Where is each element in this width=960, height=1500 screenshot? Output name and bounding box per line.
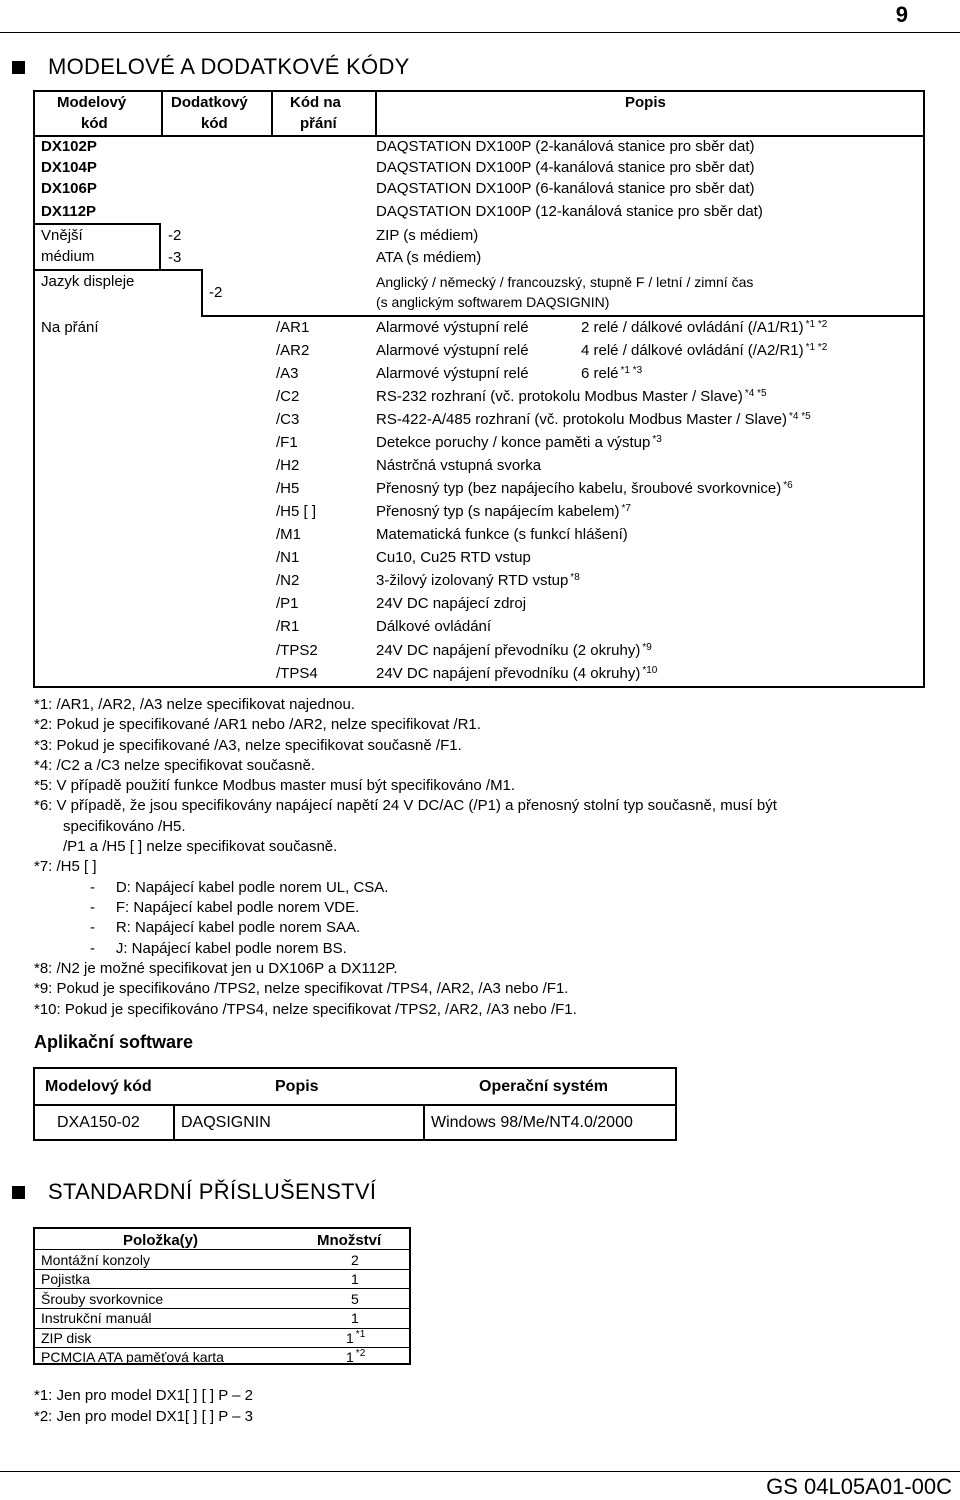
page-number: 9 xyxy=(895,2,908,27)
option-description: RS-232 rozhraní (vč. protokolu Modbus Master / Slave) $^{*4 *5}$ xyxy=(376,388,767,405)
option-code: /C3 xyxy=(276,411,300,428)
software-os: Windows 98/Me/NT4.0/2000 xyxy=(431,1114,633,1131)
header-option-line1: Kód na xyxy=(290,94,341,111)
option-code: /F1 xyxy=(276,434,298,451)
model-code: DX104P xyxy=(41,159,97,176)
accessories-table xyxy=(33,1227,411,1365)
option-code: /N2 xyxy=(276,572,300,589)
footnote-reference: *1 xyxy=(355,1329,366,1340)
suffix-description: ZIP (s médiem) xyxy=(376,227,479,244)
option-code: /TPS4 xyxy=(276,665,318,682)
software-header-os: Operační systém xyxy=(479,1078,608,1095)
option-description: Detekce poruchy / konce paměti a výstup $^{*3}$ xyxy=(376,434,662,451)
step-line xyxy=(35,223,161,225)
table-row-divider xyxy=(35,1249,409,1250)
accessory-item: PCMCIA ATA paměťová karta xyxy=(41,1349,224,1365)
option-description: 24V DC napájení převodníku (4 okruhy) $^{*10}$ xyxy=(376,665,658,682)
option-description-extra: 4 relé / dálkové ovládání (/A2/R1) $^{*1 *2}$ xyxy=(581,342,828,359)
accessory-item: Šrouby svorkovnice xyxy=(41,1291,164,1307)
accessory-footnote: *1: Jen pro model DX1[ ] [ ] P – 2 xyxy=(34,1387,254,1404)
footnote-reference: *6 xyxy=(783,480,793,491)
model-code: DX102P xyxy=(41,138,97,155)
accessory-quantity: 5 xyxy=(351,1291,359,1307)
software-heading: Aplikační software xyxy=(34,1032,194,1052)
option-description: Alarmové výstupní relé xyxy=(376,319,529,336)
display-language-label: Jazyk displeje xyxy=(41,273,135,290)
option-description: Alarmové výstupní relé xyxy=(376,365,529,382)
external-medium-label: Vnější xyxy=(41,227,83,244)
section-title-model-codes: MODELOVÉ A DODATKOVÉ KÓDY xyxy=(48,54,410,79)
option-description: 24V DC napájení převodníku (2 okruhy) $^{*9}$ xyxy=(376,642,652,659)
table-row-divider xyxy=(35,1308,409,1309)
option-code: /C2 xyxy=(276,388,300,405)
model-description: DAQSTATION DX100P (12-kanálová stanice pro sběr dat) xyxy=(376,203,763,220)
option-code: /AR1 xyxy=(276,319,310,336)
model-code: DX106P xyxy=(41,180,97,197)
table-row-divider xyxy=(35,1269,409,1270)
accessory-quantity: 1 $^{*1}$ xyxy=(346,1329,366,1346)
software-header-model: Modelový kód xyxy=(45,1078,152,1095)
bottom-rule xyxy=(0,1471,960,1472)
accessory-item: ZIP disk xyxy=(41,1330,92,1346)
header-suffix-line2: kód xyxy=(201,115,228,132)
footnote: *8: /N2 je možné specifikovat jen u DX106P a DX112P. xyxy=(34,960,398,977)
model-description: DAQSTATION DX100P (6-kanálová stanice pro sběr dat) xyxy=(376,180,755,197)
section-bullet-icon xyxy=(12,1186,25,1199)
header-model-line2: kód xyxy=(81,115,108,132)
option-description: Alarmové výstupní relé xyxy=(376,342,529,359)
accessory-quantity: 2 xyxy=(351,1252,359,1268)
table-header-divider xyxy=(35,135,923,137)
header-model-line1: Modelový xyxy=(57,94,127,111)
footnote: /P1 a /H5 [ ] nelze specifikovat současně. xyxy=(63,838,338,855)
external-medium-label: médium xyxy=(41,248,95,265)
suffix-description: (s anglickým softwarem DAQSIGNIN) xyxy=(376,294,610,310)
footnote: *6: V případě, že jsou specifikovány napájecí napětí 24 V DC/AC (/P1) a přenosný stolní typ současně, musí být xyxy=(34,797,777,814)
footnote: *4: /C2 a /C3 nelze specifikovat současně. xyxy=(34,757,315,774)
accessory-header-item: Položka(y) xyxy=(123,1232,199,1249)
footnote: - R: Napájecí kabel podle norem SAA. xyxy=(90,919,361,936)
option-code: /H2 xyxy=(276,457,300,474)
footnote-reference: *10 xyxy=(642,665,658,676)
suffix-description: ATA (s médiem) xyxy=(376,249,482,266)
accessory-quantity: 1 xyxy=(351,1310,359,1326)
header-divider xyxy=(161,92,163,135)
option-description: Cu10, Cu25 RTD vstup xyxy=(376,549,531,566)
table-header-divider xyxy=(35,1104,675,1106)
option-code: /AR2 xyxy=(276,342,310,359)
table-row-divider xyxy=(35,1328,409,1329)
footnote: specifikováno /H5. xyxy=(63,818,186,835)
footnote: *10: Pokud je specifikováno /TPS4, nelze specifikovat /TPS2, /AR2, /A3 nebo /F1. xyxy=(34,1001,577,1018)
option-description: 3-žilový izolovaný RTD vstup $^{*8}$ xyxy=(376,572,580,589)
model-description: DAQSTATION DX100P (2-kanálová stanice pro sběr dat) xyxy=(376,138,755,155)
section-bullet-icon xyxy=(12,61,25,74)
column-divider xyxy=(423,1104,425,1141)
footnote: *7: /H5 [ ] xyxy=(34,858,97,875)
suffix-code: -3 xyxy=(168,249,182,266)
table-row-divider xyxy=(35,1288,409,1289)
software-model-code: DXA150-02 xyxy=(57,1114,140,1131)
footnote: *3: Pokud je specifikované /A3, nelze specifikovat současně /F1. xyxy=(34,737,462,754)
option-code: /N1 xyxy=(276,549,300,566)
option-description: Dálkové ovládání xyxy=(376,618,492,635)
software-description: DAQSIGNIN xyxy=(181,1114,271,1131)
option-description: RS-422-A/485 rozhraní (vč. protokolu Modbus Master / Slave) $^{*4 *5}$ xyxy=(376,411,811,428)
footnote-reference: *1 *3 xyxy=(620,365,643,376)
suffix-code: -2 xyxy=(168,227,182,244)
model-code-table xyxy=(33,90,925,688)
accessory-header-quantity: Množství xyxy=(317,1232,382,1249)
footnote-reference: *9 xyxy=(642,642,652,653)
document-code: GS 04L05A01-00C xyxy=(766,1474,952,1499)
option-code: /R1 xyxy=(276,618,300,635)
software-header-description: Popis xyxy=(275,1078,319,1095)
step-line xyxy=(35,269,203,271)
model-code: DX112P xyxy=(41,203,97,220)
footnote: - D: Napájecí kabel podle norem UL, CSA. xyxy=(90,879,389,896)
step-line xyxy=(159,223,161,270)
footnote-reference: *8 xyxy=(570,572,580,583)
footnote-reference: *3 xyxy=(652,434,662,445)
accessory-quantity: 1 $^{*2}$ xyxy=(346,1348,366,1365)
header-divider xyxy=(375,92,377,135)
option-code: /H5 xyxy=(276,480,300,497)
footnote-reference: *1 *2 xyxy=(805,319,828,330)
option-description: Přenosný typ (s napájecím kabelem) $^{*7}$ xyxy=(376,503,631,520)
option-description: Matematická funkce (s funkcí hlášení) xyxy=(376,526,628,543)
accessory-footnote: *2: Jen pro model DX1[ ] [ ] P – 3 xyxy=(34,1408,254,1425)
step-line xyxy=(201,269,203,317)
table-row-divider xyxy=(35,1347,409,1348)
software-table xyxy=(33,1067,677,1141)
footnote: *1: /AR1, /AR2, /A3 nelze specifikovat najednou. xyxy=(34,696,356,713)
option-code: /P1 xyxy=(276,595,299,612)
header-suffix-line1: Dodatkový xyxy=(171,94,248,111)
footnote: *2: Pokud je specifikované /AR1 nebo /AR2, nelze specifikovat /R1. xyxy=(34,716,481,733)
accessory-quantity: 1 xyxy=(351,1271,359,1287)
option-code: /M1 xyxy=(276,526,302,543)
footnote: *9: Pokud je specifikováno /TPS2, nelze specifikovat /TPS4, /AR2, /A3 nebo /F1. xyxy=(34,980,569,997)
header-description: Popis xyxy=(625,94,666,111)
suffix-code: -2 xyxy=(209,284,223,301)
footnote-reference: *7 xyxy=(621,503,631,514)
section-title-accessories: STANDARDNÍ PŘÍSLUŠENSTVÍ xyxy=(48,1179,377,1204)
footnote: - F: Napájecí kabel podle norem VDE. xyxy=(90,899,360,916)
top-rule xyxy=(0,32,960,33)
accessory-item: Pojistka xyxy=(41,1271,91,1287)
option-description-extra: 6 relé $^{*1 *3}$ xyxy=(581,365,643,382)
header-divider xyxy=(271,92,273,135)
step-line xyxy=(201,315,923,317)
option-description: Nástrčná vstupná svorka xyxy=(376,457,542,474)
option-code: /H5 [ ] xyxy=(276,503,317,520)
column-divider xyxy=(173,1104,175,1141)
footnote-reference: *4 *5 xyxy=(789,411,811,422)
model-description: DAQSTATION DX100P (4-kanálová stanice pro sběr dat) xyxy=(376,159,755,176)
footnote-reference: *1 *2 xyxy=(805,342,828,353)
option-code: /TPS2 xyxy=(276,642,318,659)
option-description: Přenosný typ (bez napájecího kabelu, šroubové svorkovnice) $^{*6}$ xyxy=(376,480,793,497)
option-code: /A3 xyxy=(276,365,299,382)
suffix-description: Anglický / německý / francouzský, stupně F / letní / zimní čas xyxy=(376,274,754,290)
footnote: *5: V případě použití funkce Modbus master musí být specifikováno /M1. xyxy=(34,777,516,794)
option-description-extra: 2 relé / dálkové ovládání (/A1/R1) $^{*1 *2}$ xyxy=(581,319,828,336)
footnote-reference: *4 *5 xyxy=(744,388,767,399)
option-description: 24V DC napájecí zdroj xyxy=(376,595,527,612)
options-label: Na přání xyxy=(41,319,99,336)
footnote: - J: Napájecí kabel podle norem BS. xyxy=(90,940,347,957)
accessory-item: Instrukční manuál xyxy=(41,1310,152,1326)
accessory-item: Montážní konzoly xyxy=(41,1252,150,1268)
header-option-line2: přání xyxy=(300,115,337,132)
footnote-reference: *2 xyxy=(355,1348,366,1359)
